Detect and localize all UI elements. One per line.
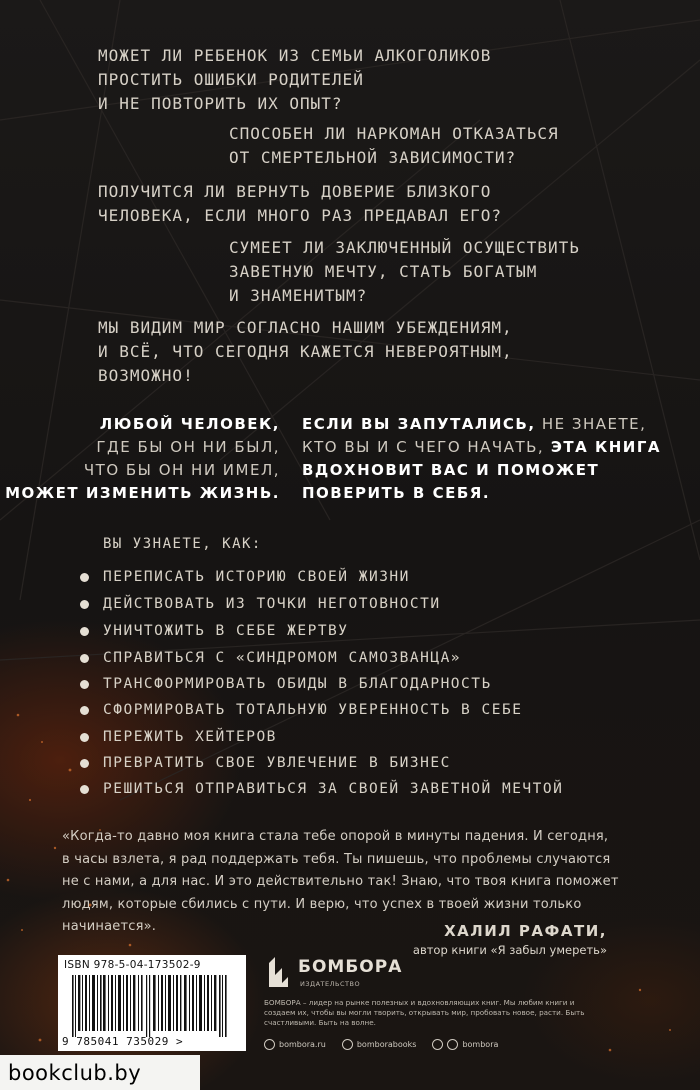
barcode-number: 9 785041 735029 > xyxy=(62,1035,184,1048)
question-line: СУМЕЕТ ЛИ ЗАКЛЮЧЕННЫЙ ОСУЩЕСТВИТЬ xyxy=(229,238,580,257)
bullet-icon xyxy=(80,680,89,689)
slogan-text: КТО ВЫ И С ЧЕГО НАЧАТЬ, xyxy=(302,438,545,456)
question-line: И ЗНАМЕНИТЫМ? xyxy=(229,286,368,305)
social-links xyxy=(264,1039,498,1050)
learn-item xyxy=(80,650,461,666)
bullet-icon xyxy=(80,706,89,715)
learn-item xyxy=(80,569,410,585)
bullet-icon xyxy=(80,573,89,582)
quote-author-subtitle: автор книги «Я забыл умереть» xyxy=(412,943,607,957)
watermark-text: bookclub.by xyxy=(8,1061,142,1085)
question-line: ПОЛУЧИТСЯ ЛИ ВЕРНУТЬ ДОВЕРИЕ БЛИЗКОГО xyxy=(98,182,492,201)
barcode-block xyxy=(58,955,246,1051)
social-vk xyxy=(342,1039,417,1050)
question-line: МОЖЕТ ЛИ РЕБЕНОК ИЗ СЕМЬИ АЛКОГОЛИКОВ xyxy=(98,46,492,65)
youtube-icon xyxy=(447,1039,458,1050)
question-line: И НЕ ПОВТОРИТЬ ИХ ОПЫТ? xyxy=(98,94,343,113)
learn-item-text: ДЕЙСТВОВАТЬ ИЗ ТОЧКИ НЕГОТОВНОСТИ xyxy=(103,596,441,612)
slogan-bold: ВДОХНОВИТ ВАС И ПОМОЖЕТ xyxy=(302,461,600,479)
social-website-label: bombora.ru xyxy=(279,1040,326,1049)
learn-item-text: УНИЧТОЖИТЬ В СЕБЕ ЖЕРТВУ xyxy=(103,623,349,639)
left-slogan xyxy=(5,413,280,505)
learn-item-text: ПРЕВРАТИТЬ СВОЕ УВЛЕЧЕНИЕ В БИЗНЕС xyxy=(103,755,451,771)
learn-item xyxy=(80,596,441,612)
question-line: ОТ СМЕРТЕЛЬНОЙ ЗАВИСИМОСТИ? xyxy=(229,148,517,167)
bullet-icon xyxy=(80,600,89,609)
slogan-line: ЧТО БЫ ОН НИ ИМЕЛ, xyxy=(83,461,280,479)
bullet-icon xyxy=(80,627,89,636)
quote-line: начинается». xyxy=(62,919,157,934)
quote-line: в часы взлета, я рад поддержать тебя. Ты пишешь, что проблемы случаются xyxy=(62,851,611,867)
vk-icon xyxy=(342,1039,353,1050)
slogan-line: МОЖЕТ ИЗМЕНИТЬ ЖИЗНЬ. xyxy=(5,484,280,502)
statement-line: И ВСЁ, ЧТО СЕГОДНЯ КАЖЕТСЯ НЕВЕРОЯТНЫМ, xyxy=(98,342,513,361)
learn-item xyxy=(80,781,563,797)
social-vk-label: bomborabooks xyxy=(356,1040,417,1049)
slogan-text: НЕ ЗНАЕТЕ, xyxy=(535,415,647,433)
quote-line: людям, которые сбились с пути. И верю, что успех в твоей жизни только xyxy=(62,896,582,912)
learn-item xyxy=(80,676,492,692)
learn-item-text: РЕШИТЬСЯ ОТПРАВИТЬСЯ ЗА СВОЕЙ ЗАВЕТНОЙ МЕЧТОЙ xyxy=(103,781,564,797)
question-line: ЗАВЕТНУЮ МЕЧТУ, СТАТЬ БОГАТЫМ xyxy=(229,262,538,281)
right-slogan xyxy=(302,413,661,505)
publisher-name: БОМБОРА xyxy=(298,957,403,977)
slogan-bold: ПОВЕРИТЬ В СЕБЯ. xyxy=(302,484,491,502)
slogan-bold: ЕСЛИ ВЫ ЗАПУТАЛИСЬ, xyxy=(302,415,536,433)
publisher-description: БОМБОРА – лидер на рынке полезных и вдохновляющих книг. Мы любим книги и создаем их, чтобы вы могли творить, открывать мир, пробовать новое, расти. Быть счастливыми. Быть на волне. xyxy=(264,998,585,1027)
social-website xyxy=(264,1039,326,1050)
question-line: ЧЕЛОВЕКА, ЕСЛИ МНОГО РАЗ ПРЕДАВАЛ ЕГО? xyxy=(98,206,503,225)
learn-item-text: СПРАВИТЬСЯ С «СИНДРОМОМ САМОЗВАНЦА» xyxy=(103,650,462,666)
question-2 xyxy=(229,122,559,170)
slogan-bold: ЭТА КНИГА xyxy=(544,438,662,456)
watermark xyxy=(0,1055,200,1090)
learn-item-text: ПЕРЕПИСАТЬ ИСТОРИЮ СВОЕЙ ЖИЗНИ xyxy=(103,569,410,585)
question-4 xyxy=(229,236,580,308)
slogan-line: ГДЕ БЫ ОН НИ БЫЛ, xyxy=(96,438,280,456)
learn-item xyxy=(80,729,277,745)
learn-heading: ВЫ УЗНАЕТЕ, КАК: xyxy=(103,536,262,552)
bombora-logo-icon xyxy=(266,955,294,989)
question-line: СПОСОБЕН ЛИ НАРКОМАН ОТКАЗАТЬСЯ xyxy=(229,124,559,143)
learn-item-text: СФОРМИРОВАТЬ ТОТАЛЬНУЮ УВЕРЕННОСТЬ В СЕБЕ xyxy=(103,702,523,718)
bullet-icon xyxy=(80,759,89,768)
bullet-icon xyxy=(80,733,89,742)
quote-line: «Когда-то давно моя книга стала тебе опорой в минуты падения. И сегодня, xyxy=(62,829,609,844)
bullet-icon xyxy=(80,785,89,794)
social-telegram xyxy=(432,1039,498,1050)
slogan-line: ЛЮБОЙ ЧЕЛОВЕК, xyxy=(99,415,280,433)
learn-item xyxy=(80,755,451,771)
quote-line: не с нами, а для нас. И это действительно так! Знаю, что твоя книга поможет xyxy=(62,874,619,889)
question-3 xyxy=(98,180,502,228)
bullet-icon xyxy=(80,654,89,663)
learn-item xyxy=(80,623,349,639)
statement xyxy=(98,316,513,388)
quote-author-name: ХАЛИЛ РАФАТИ, xyxy=(444,922,607,940)
globe-icon xyxy=(264,1039,275,1050)
social-telegram-label: bombora xyxy=(462,1040,499,1049)
question-line: ПРОСТИТЬ ОШИБКИ РОДИТЕЛЕЙ xyxy=(98,70,364,89)
learn-item-text: ТРАНСФОРМИРОВАТЬ ОБИДЫ В БЛАГОДАРНОСТЬ xyxy=(103,676,492,692)
telegram-icon xyxy=(432,1039,443,1050)
publisher-subtitle: ИЗДАТЕЛЬСТВО xyxy=(300,980,361,988)
statement-line: ВОЗМОЖНО! xyxy=(98,366,194,385)
learn-item xyxy=(80,702,522,718)
question-1 xyxy=(98,44,491,116)
learn-item-text: ПЕРЕЖИТЬ ХЕЙТЕРОВ xyxy=(103,729,277,745)
isbn-text: ISBN 978-5-04-173502-9 xyxy=(64,959,201,971)
statement-line: МЫ ВИДИМ МИР СОГЛАСНО НАШИМ УБЕЖДЕНИЯМ, xyxy=(98,318,513,337)
